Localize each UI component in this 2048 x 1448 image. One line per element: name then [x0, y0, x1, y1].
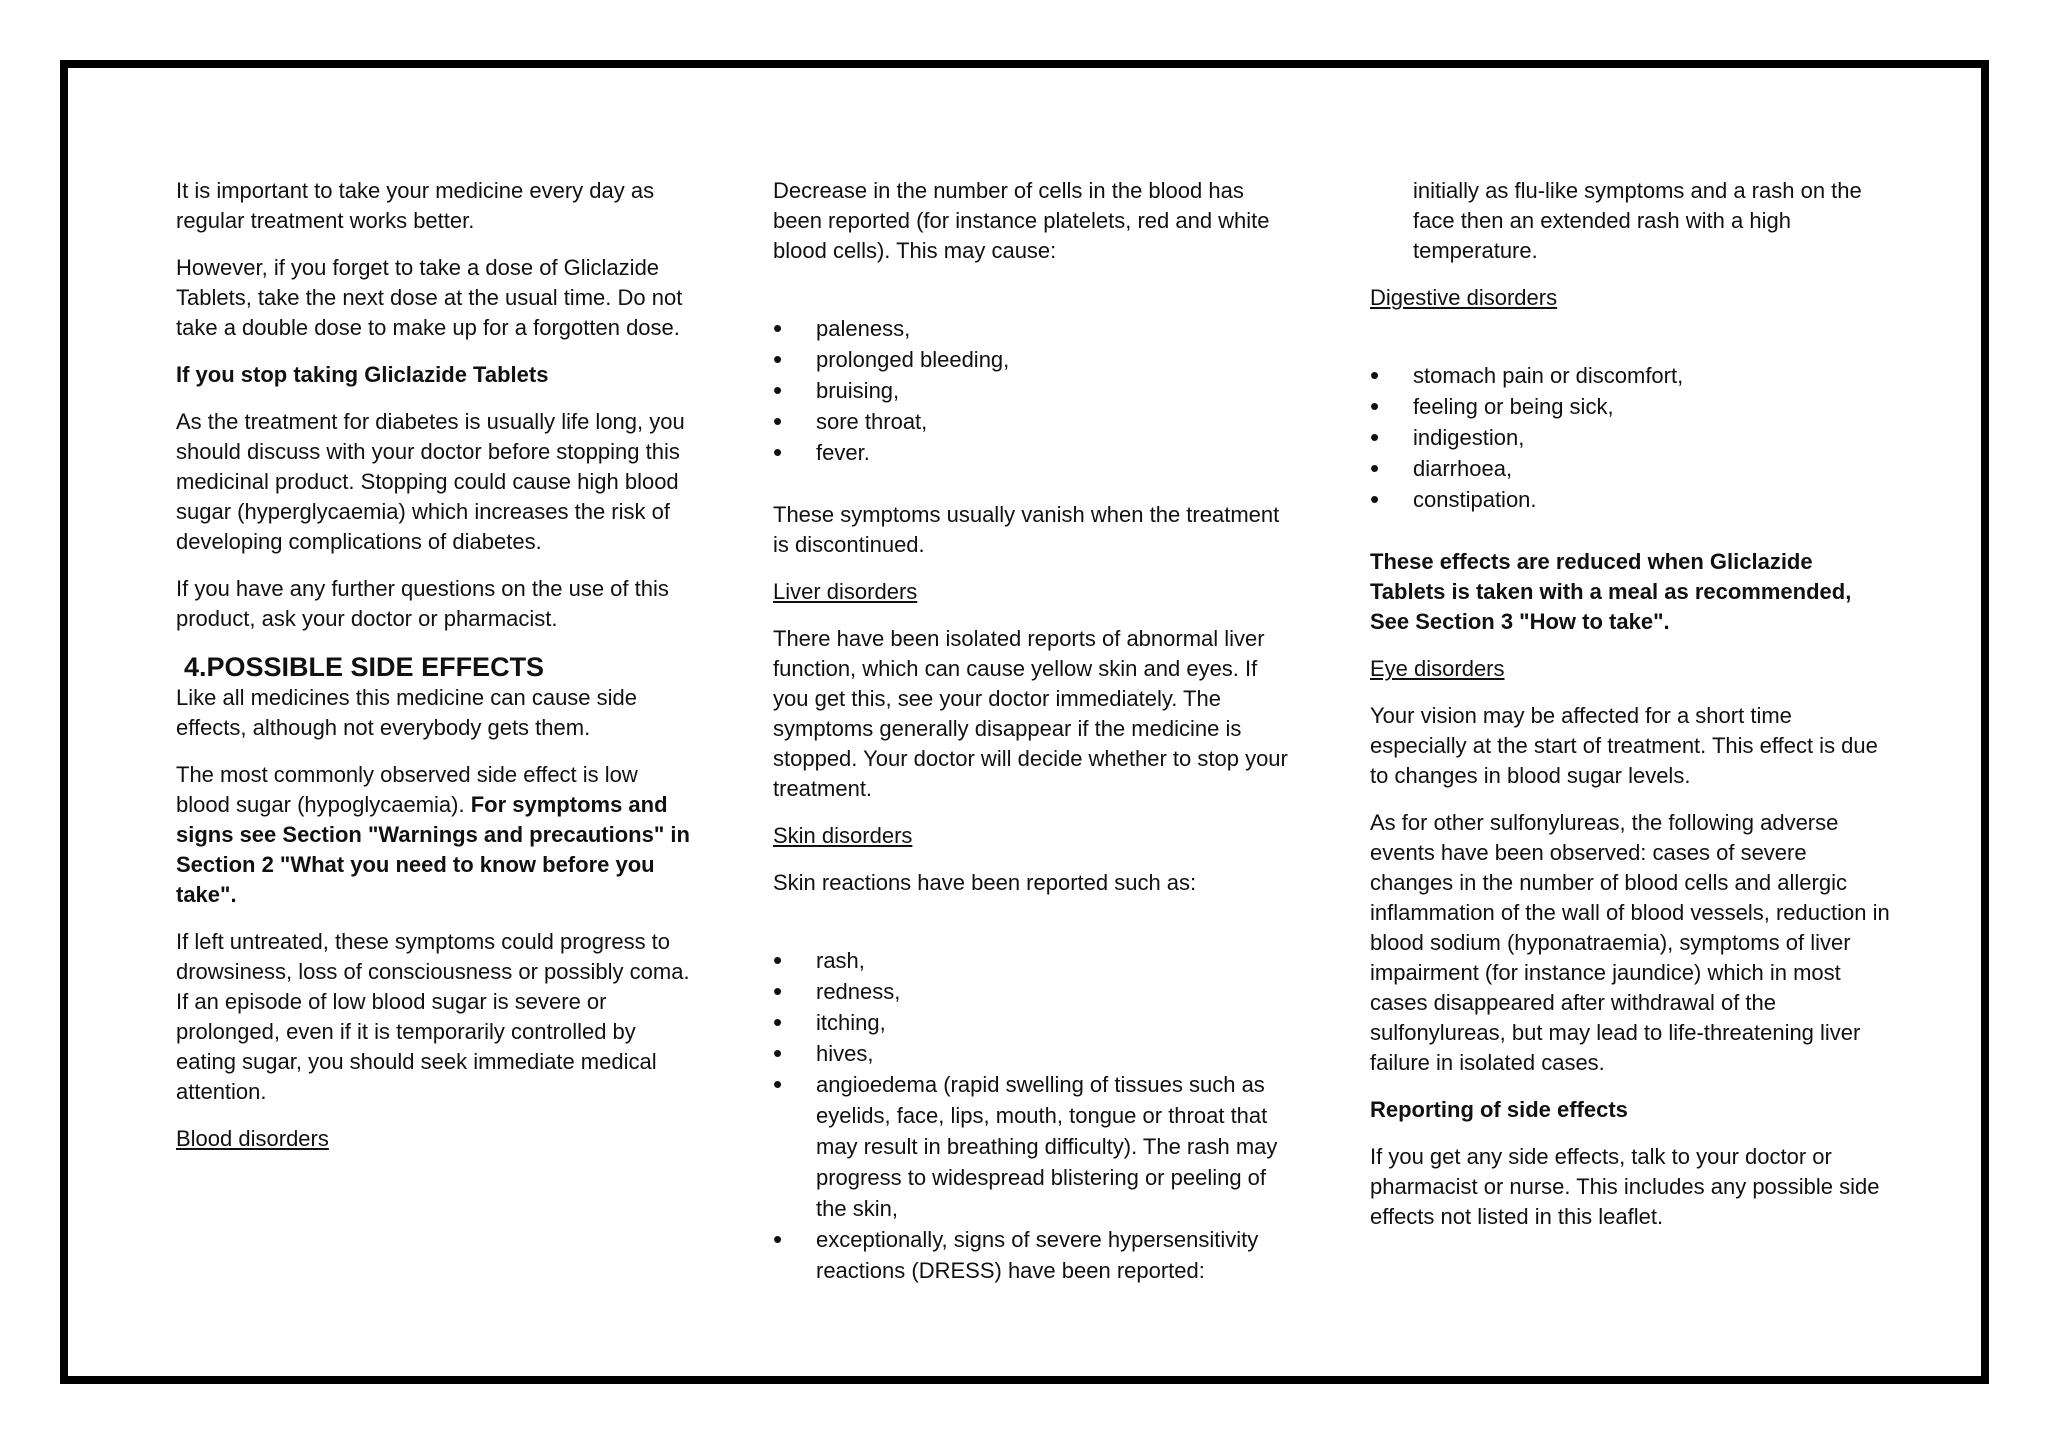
paragraph-side-effects-intro: Like all medicines this medicine can cause side effects, although not everybody gets them.	[176, 685, 638, 740]
subheading-blood-disorders: Blood disorders	[176, 1126, 329, 1151]
heading-reporting-side-effects: Reporting of side effects	[1370, 1097, 1628, 1122]
list-item: • redness,	[773, 976, 1293, 1007]
subheading-eye-disorders: Eye disorders	[1370, 656, 1505, 681]
hypoglycaemia-bold-reference: For symptoms and signs see Section "Warnings and precautions" in Section 2 "What you need to know before you take".	[176, 792, 690, 907]
list-item: • feeling or being sick,	[1370, 391, 1890, 422]
list-item: • fever.	[773, 437, 1293, 468]
blood-symptoms-list	[773, 313, 1293, 468]
list-item: • sore throat,	[773, 406, 1293, 437]
paragraph-further-questions: If you have any further questions on the use of this product, ask your doctor or pharmacist.	[176, 576, 669, 631]
subheading-skin-disorders: Skin disorders	[773, 823, 913, 848]
column-middle	[773, 176, 1293, 1318]
paragraph-hypoglycaemia	[176, 760, 696, 910]
paragraph-meal-recommendation: These effects are reduced when Gliclazide Tablets is taken with a meal as recommended, See Section 3 "How to take".	[1370, 549, 1852, 634]
paragraph-symptoms-vanish: These symptoms usually vanish when the treatment is discontinued.	[773, 502, 1280, 557]
list-item: • constipation.	[1370, 484, 1890, 515]
subheading-digestive-disorders: Digestive disorders	[1370, 285, 1558, 310]
paragraph-reporting: If you get any side effects, talk to your doctor or pharmacist or nurse. This includes any possible side effects not listed in this leaflet.	[1370, 1144, 1880, 1229]
paragraph-sulfonylureas: As for other sulfonylureas, the following adverse events have been observed: cases of severe changes in the number of blood cells and allergic inflammation of the wall of blood vessels, reduction in blood sodium (hyponatraemia), symptoms of liver impairment (for instance jaundice) which in most cases disappeared after withdrawal of the sulfonylureas, but may lead to life-threatening liver failure in isolated cases.	[1370, 810, 1890, 1075]
paragraph-forgotten-dose: However, if you forget to take a dose of Gliclazide Tablets, take the next dose at the usual time. Do not take a double dose to make up for a forgotten dose.	[176, 255, 683, 340]
list-item: • itching,	[773, 1007, 1293, 1038]
list-item: • bruising,	[773, 375, 1293, 406]
column-left	[176, 176, 696, 1171]
section-heading-side-effects: 4.POSSIBLE SIDE EFFECTS	[184, 652, 545, 682]
list-item: • angioedema (rapid swelling of tissues such as eyelids, face, lips, mouth, tongue or throat that may result in breathing difficulty). The rash may progress to widespread blistering or peeling of the skin,	[773, 1069, 1293, 1224]
paragraph-stopping-treatment: As the treatment for diabetes is usually life long, you should discuss with your doctor before stopping this medicinal product. Stopping could cause high blood sugar (hyperglycaemia) which increases the risk of developing complications of diabetes.	[176, 409, 685, 554]
list-item: • exceptionally, signs of severe hypersensitivity reactions (DRESS) have been reported:	[773, 1224, 1293, 1286]
spacer	[1370, 330, 1890, 360]
paragraph-dress-continued: initially as flu-like symptoms and a rash on the face then an extended rash with a high temperature.	[1413, 178, 1862, 263]
list-item: • hives,	[773, 1038, 1293, 1069]
spacer	[773, 915, 1293, 945]
subheading-liver-disorders: Liver disorders	[773, 579, 918, 604]
list-item: • prolonged bleeding,	[773, 344, 1293, 375]
list-item: • indigestion,	[1370, 422, 1890, 453]
paragraph-liver-function: There have been isolated reports of abnormal liver function, which can cause yellow skin and eyes. If you get this, see your doctor immediately. The symptoms generally disappear if the medicine is stopped. Your doctor will decide whether to stop your treatment.	[773, 626, 1288, 801]
list-item: • stomach pain or discomfort,	[1370, 360, 1890, 391]
digestive-list	[1370, 360, 1890, 515]
column-right	[1370, 176, 1890, 1249]
heading-stop-taking: If you stop taking Gliclazide Tablets	[176, 362, 549, 387]
paragraph-blood-cells: Decrease in the number of cells in the blood has been reported (for instance platelets, red and white blood cells). This may cause:	[773, 178, 1270, 263]
hypoglycaemia-text: The most commonly observed side effect is low blood sugar (hypoglycaemia).	[176, 762, 638, 817]
list-item: • diarrhoea,	[1370, 453, 1890, 484]
list-item: • rash,	[773, 945, 1293, 976]
spacer	[773, 283, 1293, 313]
paragraph-daily-dose: It is important to take your medicine every day as regular treatment works better.	[176, 178, 655, 233]
paragraph-skin-reactions: Skin reactions have been reported such as:	[773, 870, 1197, 895]
skin-reactions-list	[773, 945, 1293, 1286]
paragraph-untreated-symptoms: If left untreated, these symptoms could progress to drowsiness, loss of consciousness or possibly coma. If an episode of low blood sugar is severe or prolonged, even if it is temporarily controlled by eating sugar, you should seek immediate medical attention.	[176, 929, 690, 1104]
paragraph-vision: Your vision may be affected for a short time especially at the start of treatment. This effect is due to changes in blood sugar levels.	[1370, 703, 1878, 788]
list-item: • paleness,	[773, 313, 1293, 344]
